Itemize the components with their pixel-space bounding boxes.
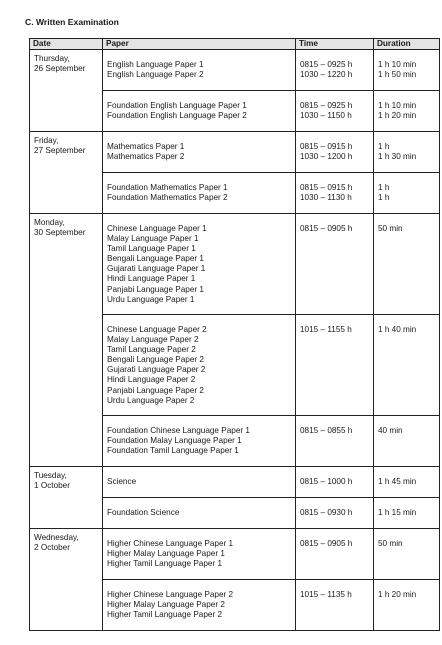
paper-name: English Language Paper 1 bbox=[107, 60, 204, 69]
exam-schedule-table bbox=[29, 38, 440, 631]
date-line: 26 September bbox=[34, 64, 86, 74]
time-cell bbox=[296, 467, 374, 498]
duration-cell bbox=[374, 132, 440, 173]
duration-cell bbox=[374, 580, 440, 631]
time-value: 1015 – 1155 h bbox=[300, 325, 352, 334]
duration-value: 40 min bbox=[378, 426, 403, 435]
paper-cell bbox=[103, 214, 296, 315]
time-value: 0815 – 0930 h bbox=[300, 508, 353, 517]
paper-name: Urdu Language Paper 2 bbox=[107, 395, 195, 405]
paper-name: Foundation English Language Paper 2 bbox=[107, 111, 247, 121]
paper-name: Foundation Chinese Language Paper 1 bbox=[107, 426, 250, 435]
time-value: 1015 – 1135 h bbox=[300, 590, 352, 599]
paper-cell bbox=[103, 91, 296, 132]
duration-value: 1 h bbox=[378, 193, 390, 203]
duration-cell bbox=[374, 498, 440, 529]
time-cell bbox=[296, 132, 374, 173]
table-row bbox=[30, 214, 440, 315]
date-line: Thursday, bbox=[34, 54, 70, 63]
duration-value: 1 h 20 min bbox=[378, 111, 417, 121]
date-line: 2 October bbox=[34, 543, 70, 553]
paper-cell bbox=[103, 173, 296, 214]
header-paper: Paper bbox=[103, 39, 296, 50]
header-time: Time bbox=[296, 39, 374, 50]
paper-cell bbox=[103, 529, 296, 580]
date-line: Friday, bbox=[34, 136, 59, 145]
date-cell bbox=[30, 529, 103, 631]
duration-value: 50 min bbox=[378, 539, 403, 548]
time-cell bbox=[296, 173, 374, 214]
paper-name: Science bbox=[107, 477, 137, 486]
table-row bbox=[30, 50, 440, 91]
paper-cell bbox=[103, 498, 296, 529]
paper-name: Malay Language Paper 2 bbox=[107, 335, 199, 345]
paper-name: Mathematics Paper 1 bbox=[107, 142, 185, 151]
time-cell bbox=[296, 529, 374, 580]
paper-name: Chinese Language Paper 1 bbox=[107, 224, 207, 233]
paper-name: Foundation Mathematics Paper 2 bbox=[107, 193, 228, 203]
time-cell bbox=[296, 580, 374, 631]
paper-name: Tamil Language Paper 2 bbox=[107, 345, 196, 355]
paper-cell bbox=[103, 580, 296, 631]
paper-name: Urdu Language Paper 1 bbox=[107, 294, 195, 304]
date-line: Monday, bbox=[34, 218, 65, 227]
time-cell bbox=[296, 50, 374, 91]
paper-name: Malay Language Paper 1 bbox=[107, 234, 199, 244]
date-line: Wednesday, bbox=[34, 533, 79, 542]
time-value: 1030 – 1220 h bbox=[300, 70, 353, 80]
time-value: 0815 – 0925 h bbox=[300, 60, 353, 69]
time-value: 0815 – 1000 h bbox=[300, 477, 353, 486]
duration-value: 1 h 10 min bbox=[378, 60, 417, 69]
duration-cell bbox=[374, 214, 440, 315]
paper-name: Higher Tamil Language Paper 2 bbox=[107, 610, 223, 620]
time-cell bbox=[296, 315, 374, 416]
duration-value: 1 h 40 min bbox=[378, 325, 417, 334]
date-line: 30 September bbox=[34, 228, 86, 238]
date-line: 1 October bbox=[34, 481, 70, 491]
header-duration: Duration bbox=[374, 39, 440, 50]
paper-name: Higher Tamil Language Paper 1 bbox=[107, 559, 223, 569]
paper-name: Foundation English Language Paper 1 bbox=[107, 101, 247, 110]
paper-cell bbox=[103, 50, 296, 91]
time-cell bbox=[296, 416, 374, 467]
paper-name: Panjabi Language Paper 2 bbox=[107, 385, 204, 395]
duration-value: 1 h 10 min bbox=[378, 101, 417, 110]
time-value: 1030 – 1130 h bbox=[300, 193, 352, 203]
duration-value: 1 h 50 min bbox=[378, 70, 417, 80]
time-value: 0815 – 0915 h bbox=[300, 183, 353, 192]
duration-cell bbox=[374, 416, 440, 467]
duration-cell bbox=[374, 529, 440, 580]
duration-value: 1 h 15 min bbox=[378, 508, 417, 517]
time-cell bbox=[296, 498, 374, 529]
time-cell bbox=[296, 214, 374, 315]
paper-name: Hindi Language Paper 1 bbox=[107, 274, 196, 284]
time-value: 0815 – 0915 h bbox=[300, 142, 353, 151]
header-date: Date bbox=[30, 39, 103, 50]
table-row bbox=[30, 132, 440, 173]
time-value: 0815 – 0855 h bbox=[300, 426, 353, 435]
paper-cell bbox=[103, 132, 296, 173]
paper-name: Tamil Language Paper 1 bbox=[107, 244, 196, 254]
paper-name: English Language Paper 2 bbox=[107, 70, 204, 80]
time-value: 1030 – 1150 h bbox=[300, 111, 352, 121]
duration-cell bbox=[374, 467, 440, 498]
time-value: 0815 – 0905 h bbox=[300, 224, 353, 233]
table-row bbox=[30, 529, 440, 580]
paper-name: Chinese Language Paper 2 bbox=[107, 325, 207, 334]
paper-name: Foundation Malay Language Paper 1 bbox=[107, 436, 242, 446]
date-cell bbox=[30, 50, 103, 132]
time-value: 0815 – 0925 h bbox=[300, 101, 353, 110]
time-value: 1030 – 1200 h bbox=[300, 152, 353, 162]
duration-value: 1 h bbox=[378, 183, 390, 192]
date-cell bbox=[30, 214, 103, 467]
paper-name: Hindi Language Paper 2 bbox=[107, 375, 196, 385]
time-value: 0815 – 0905 h bbox=[300, 539, 353, 548]
table-row bbox=[30, 467, 440, 498]
paper-name: Mathematics Paper 2 bbox=[107, 152, 185, 162]
date-cell bbox=[30, 467, 103, 529]
paper-name: Bengali Language Paper 2 bbox=[107, 355, 204, 365]
duration-value: 1 h 45 min bbox=[378, 477, 417, 486]
paper-name: Foundation Science bbox=[107, 508, 180, 517]
duration-cell bbox=[374, 50, 440, 91]
paper-cell bbox=[103, 416, 296, 467]
paper-name: Higher Malay Language Paper 2 bbox=[107, 600, 225, 610]
paper-name: Gujarati Language Paper 1 bbox=[107, 264, 206, 274]
duration-value: 1 h 20 min bbox=[378, 590, 417, 599]
paper-name: Bengali Language Paper 1 bbox=[107, 254, 204, 264]
paper-name: Gujarati Language Paper 2 bbox=[107, 365, 206, 375]
paper-cell bbox=[103, 315, 296, 416]
duration-cell bbox=[374, 173, 440, 214]
date-line: 27 September bbox=[34, 146, 86, 156]
duration-value: 1 h bbox=[378, 142, 390, 151]
duration-cell bbox=[374, 315, 440, 416]
duration-value: 1 h 30 min bbox=[378, 152, 417, 162]
paper-name: Higher Malay Language Paper 1 bbox=[107, 549, 225, 559]
date-line: Tuesday, bbox=[34, 471, 67, 480]
paper-cell bbox=[103, 467, 296, 498]
duration-cell bbox=[374, 91, 440, 132]
date-cell bbox=[30, 132, 103, 214]
paper-name: Higher Chinese Language Paper 2 bbox=[107, 590, 234, 599]
paper-name: Higher Chinese Language Paper 1 bbox=[107, 539, 234, 548]
table-header-row bbox=[30, 39, 440, 50]
paper-name: Panjabi Language Paper 1 bbox=[107, 284, 204, 294]
schedule-body bbox=[30, 50, 440, 631]
paper-name: Foundation Mathematics Paper 1 bbox=[107, 183, 228, 192]
paper-name: Foundation Tamil Language Paper 1 bbox=[107, 446, 239, 456]
section-title: C. Written Examination bbox=[25, 17, 119, 27]
duration-value: 50 min bbox=[378, 224, 403, 233]
time-cell bbox=[296, 91, 374, 132]
